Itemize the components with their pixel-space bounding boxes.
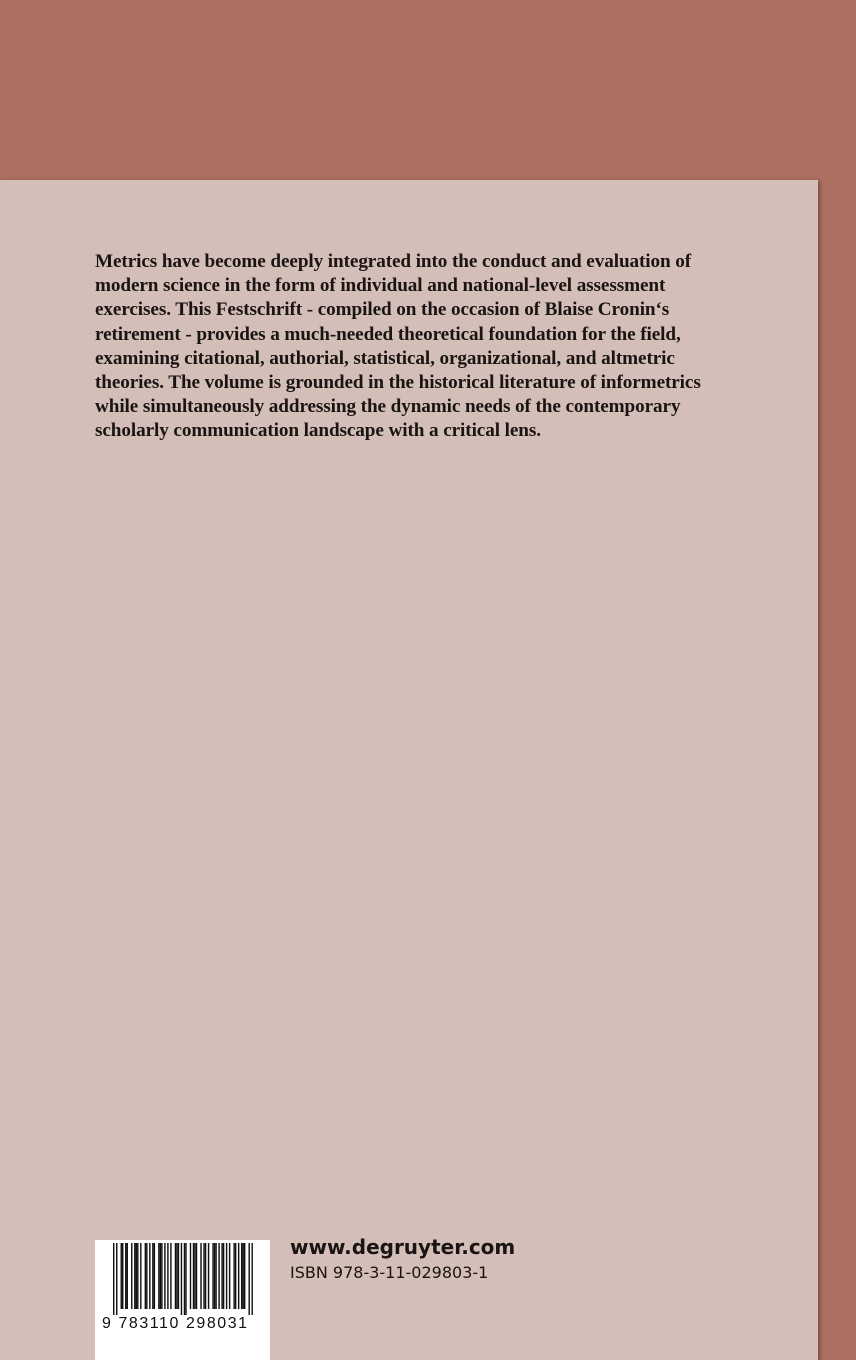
barcode-icon <box>113 1243 253 1315</box>
isbn-number: ISBN 978-3-11-029803-1 <box>290 1263 489 1282</box>
barcode-digits: 9 783110 298031 <box>102 1315 249 1332</box>
barcode <box>95 1240 270 1360</box>
book-description: Metrics have become deeply integrated into the conduct and evaluation of modern science in the form of individual and national-level assessment exercises. This Festschrift - compiled on the occasion of Blaise Cronin‘s retirement - provides a much-needed theoretical foundation for the field, examining citational, authorial, statistical, organizational, and altmetric theories. The volume is grounded in the historical literature of informetrics while simultaneously addressing the dynamic needs of the contemporary scholarly communication landscape with a critical lens. <box>95 251 701 442</box>
back-cover-panel <box>0 180 818 1360</box>
publisher-url[interactable]: www.degruyter.com <box>290 1235 516 1259</box>
top-color-band <box>0 0 856 180</box>
